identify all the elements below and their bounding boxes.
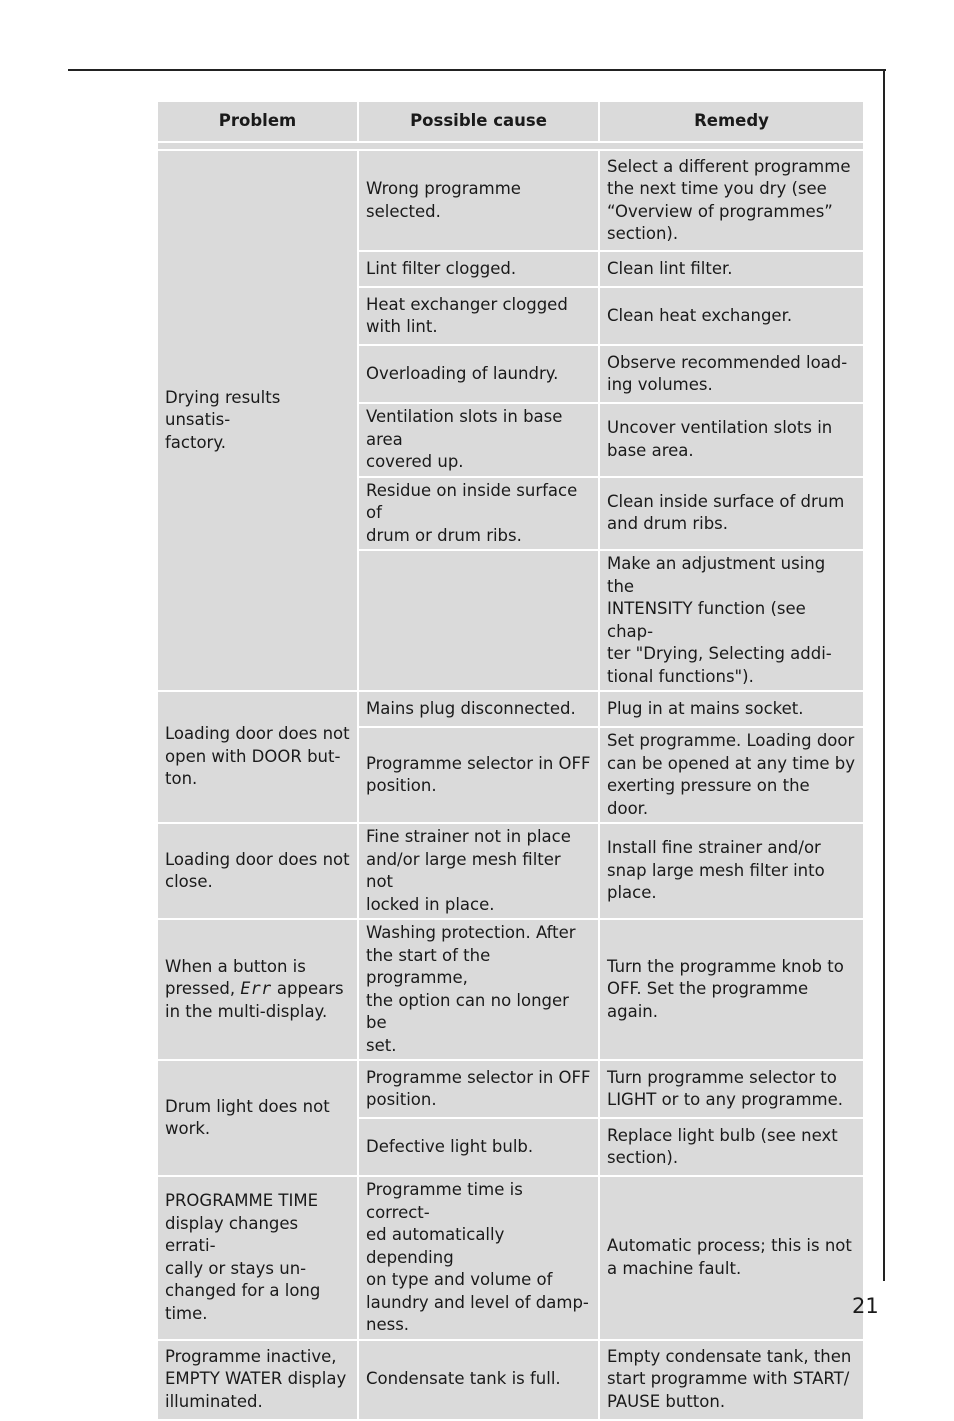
table-row xyxy=(158,1341,863,1419)
problem-text: Programme inactive, EMPTY WATER display illuminated. xyxy=(165,1346,347,1411)
cause-text: Mains plug disconnected. xyxy=(366,698,576,718)
remedy-cell xyxy=(600,692,863,726)
remedy-text: Replace light bulb (see next section). xyxy=(607,1125,838,1167)
table-row xyxy=(158,1177,863,1339)
remedy-cell xyxy=(600,288,863,344)
remedy-text: Make an adjustment using the INTENSITY function (see chap- ter "Drying, Selecting addi- tional functions"). xyxy=(607,554,832,686)
remedy-cell xyxy=(600,151,863,250)
cause-text: Ventilation slots in base area covered up. xyxy=(366,407,563,471)
table-row xyxy=(158,151,863,250)
cause-text: Overloading of laundry. xyxy=(366,363,559,383)
cause-cell xyxy=(359,920,598,1059)
cause-cell xyxy=(359,346,598,402)
cause-cell xyxy=(359,151,598,250)
remedy-cell xyxy=(600,824,863,918)
header-cause: Possible cause xyxy=(359,102,598,141)
top-rule xyxy=(68,69,886,71)
remedy-cell xyxy=(600,1061,863,1117)
cause-text: Defective light bulb. xyxy=(366,1136,534,1156)
problem-text: Loading door does not close. xyxy=(165,849,350,891)
cause-cell xyxy=(359,1119,598,1175)
cause-text: Programme selector in OFF position. xyxy=(366,1067,591,1109)
table-row xyxy=(158,824,863,918)
problem-cell xyxy=(158,1177,357,1339)
remedy-text: Uncover ventilation slots in base area. xyxy=(607,418,833,460)
cause-cell xyxy=(359,288,598,344)
remedy-text: Install fine strainer and/or snap large mesh filter into place. xyxy=(607,838,825,903)
table-row xyxy=(158,920,863,1059)
right-rule xyxy=(883,69,885,1281)
cause-cell xyxy=(359,1341,598,1419)
problem-cell xyxy=(158,824,357,918)
table-row xyxy=(158,692,863,726)
problem-cell xyxy=(158,920,357,1059)
troubleshooting-table xyxy=(156,100,865,1421)
remedy-text: Select a different programme the next time you dry (see “Overview of programmes” section). xyxy=(607,156,851,243)
remedy-cell xyxy=(600,1341,863,1419)
remedy-text: Turn programme selector to LIGHT or to any programme. xyxy=(607,1067,843,1109)
cause-cell xyxy=(359,551,598,690)
problem-text: Drying results unsatis- factory. xyxy=(165,387,281,452)
remedy-text: Empty condensate tank, then start programme with START/ PAUSE button. xyxy=(607,1346,852,1411)
cause-text: Heat exchanger clogged with lint. xyxy=(366,294,568,336)
remedy-text: Turn the programme knob to OFF. Set the programme again. xyxy=(607,956,844,1021)
cause-cell xyxy=(359,252,598,286)
header-problem: Problem xyxy=(158,102,357,141)
cause-text: Lint filter clogged. xyxy=(366,258,517,278)
cause-text: Residue on inside surface of drum or drum ribs. xyxy=(366,480,578,545)
remedy-text: Set programme. Loading door can be opened at any time by exerting pressure on the door. xyxy=(607,731,855,818)
cause-cell xyxy=(359,1061,598,1117)
cause-cell xyxy=(359,728,598,822)
problem-text: Loading door does not open with DOOR but- ton. xyxy=(165,724,350,789)
cause-cell xyxy=(359,692,598,726)
remedy-cell xyxy=(600,920,863,1059)
remedy-cell xyxy=(600,404,863,476)
remedy-cell xyxy=(600,252,863,286)
remedy-text: Clean lint filter. xyxy=(607,258,733,278)
cause-cell xyxy=(359,404,598,476)
table-row xyxy=(158,1061,863,1117)
cause-text: Condensate tank is full. xyxy=(366,1369,561,1389)
problem-cell xyxy=(158,1061,357,1175)
cause-text: Programme time is correct- ed automatically depending on type and volume of laundry and level of damp- ness. xyxy=(366,1180,589,1334)
remedy-cell xyxy=(600,1119,863,1175)
page-number: 21 xyxy=(852,1294,879,1318)
remedy-cell xyxy=(600,551,863,690)
remedy-text: Observe recommended load- ing volumes. xyxy=(607,352,848,394)
remedy-text: Automatic process; this is not a machine fault. xyxy=(607,1236,852,1278)
remedy-text: Clean heat exchanger. xyxy=(607,305,793,325)
header-spacer xyxy=(158,143,863,149)
problem-cell xyxy=(158,151,357,690)
cause-text: Washing protection. After the start of the programme, the option can no longer be set. xyxy=(366,923,576,1055)
remedy-text: Clean inside surface of drum and drum ribs. xyxy=(607,491,845,534)
header-row xyxy=(158,102,863,141)
problem-text: PROGRAMME TIME display changes errati- cally or stays un- changed for a long time. xyxy=(165,1191,321,1323)
cause-text: Wrong programme selected. xyxy=(366,179,521,221)
remedy-cell xyxy=(600,1177,863,1339)
problem-cell xyxy=(158,1341,357,1419)
cause-cell xyxy=(359,824,598,918)
err-display-code: Err xyxy=(240,979,272,999)
cause-cell xyxy=(359,478,598,550)
problem-text-a: When a button is pressed, xyxy=(165,956,306,999)
remedy-text: Plug in at mains socket. xyxy=(607,698,804,718)
cause-cell xyxy=(359,1177,598,1339)
cause-text: Fine strainer not in place and/or large mesh filter not locked in place. xyxy=(366,827,571,914)
remedy-cell xyxy=(600,346,863,402)
remedy-cell xyxy=(600,478,863,550)
problem-text: Drum light does not work. xyxy=(165,1096,330,1138)
remedy-cell xyxy=(600,728,863,822)
header-remedy: Remedy xyxy=(600,102,863,141)
cause-text: Programme selector in OFF position. xyxy=(366,753,591,795)
problem-cell xyxy=(158,692,357,822)
problem-text-b: appears in the multi-display. xyxy=(165,979,344,1021)
